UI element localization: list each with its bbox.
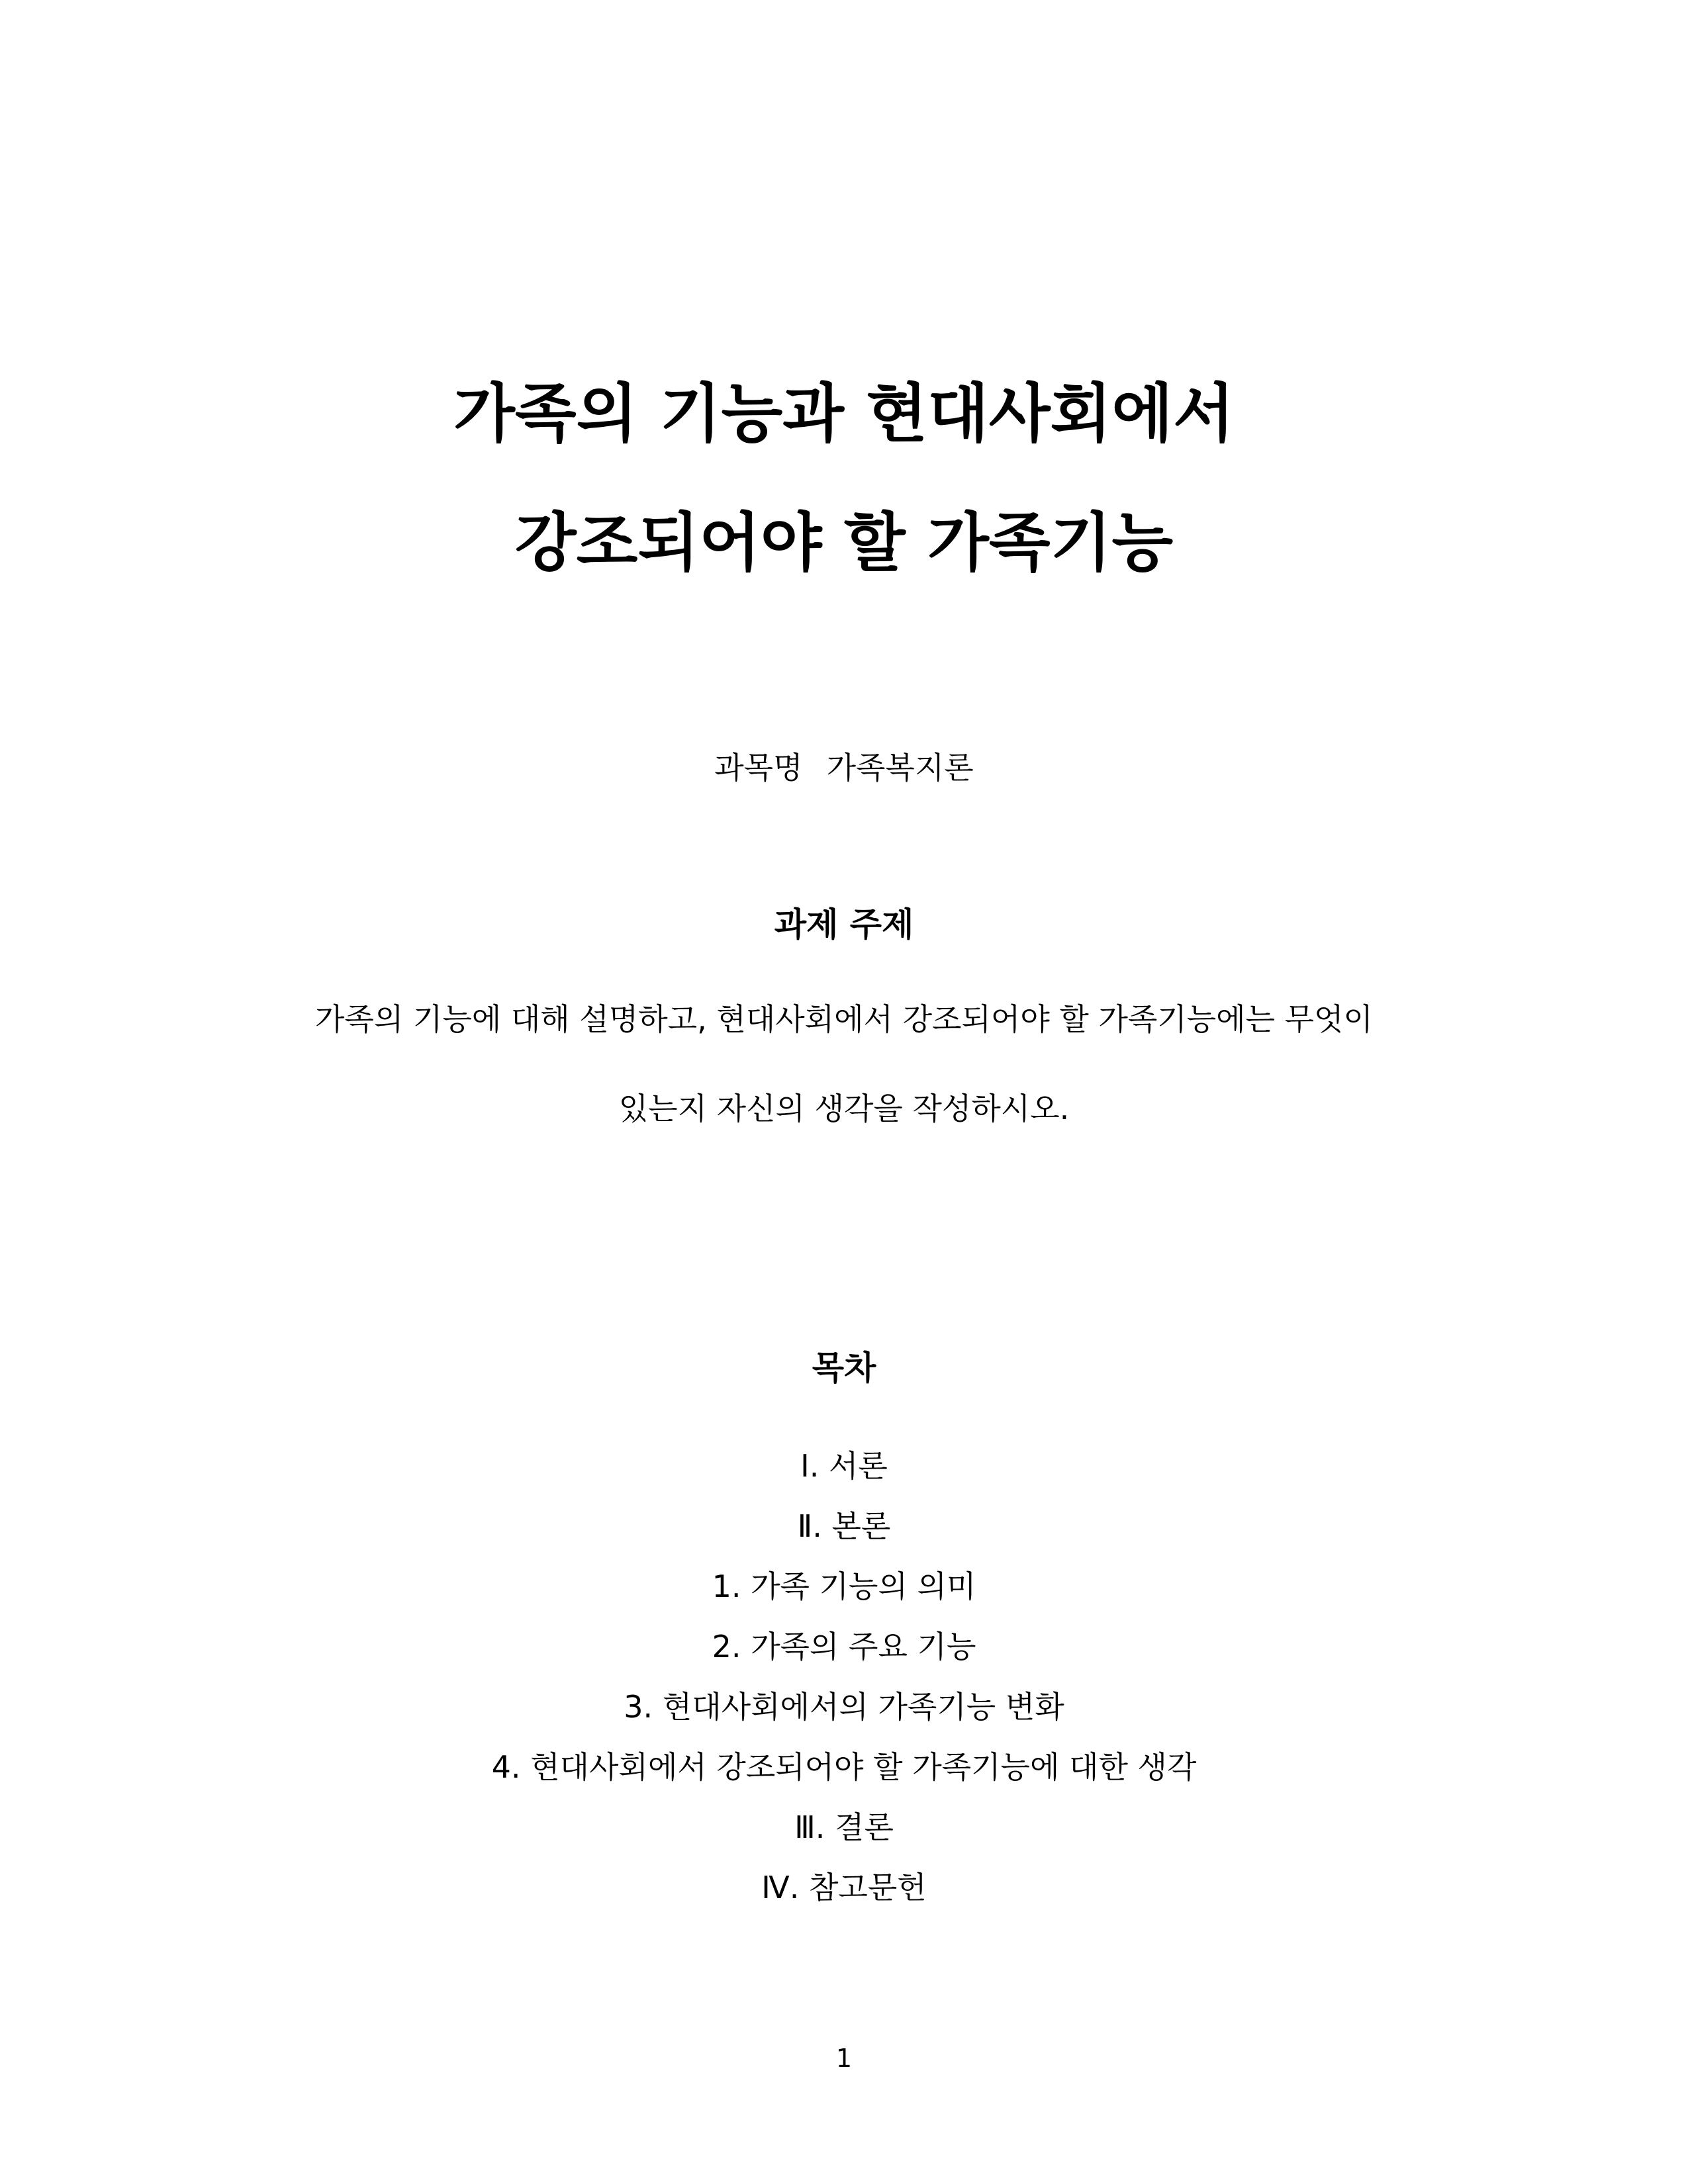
toc-heading: 목차 xyxy=(812,1349,876,1387)
toc-item-body-2: 2. 가족의 주요 기능 xyxy=(712,1629,976,1664)
toc-item-references: Ⅳ. 참고문헌 xyxy=(761,1870,927,1905)
toc-item-body-1: 1. 가족 기능의 의미 xyxy=(712,1569,976,1604)
toc-item-intro: Ⅰ. 서론 xyxy=(800,1448,888,1484)
topic-heading: 과제 주제 xyxy=(774,905,914,944)
course-info xyxy=(0,748,1688,788)
page-number: 1 xyxy=(835,2044,853,2073)
course-label: 과목명 xyxy=(714,750,803,786)
toc-item-conclusion: Ⅲ. 결론 xyxy=(794,1809,894,1845)
title-line-1: 가족의 기능과 현대사회에서 xyxy=(453,377,1235,451)
topic-text-line-1: 가족의 기능에 대해 설명하고, 현대사회에서 강조되어야 할 가족기능에는 무엇이 xyxy=(315,1001,1373,1037)
toc-item-body-3: 3. 현대사회에서의 가족기능 변화 xyxy=(624,1689,1064,1725)
title-line-2: 강조되어야 할 가족기능 xyxy=(514,506,1174,580)
topic-text-line-2: 있는지 자신의 생각을 작성하시오. xyxy=(618,1091,1070,1126)
toc-item-body-4: 4. 현대사회에서 강조되어야 할 가족기능에 대한 생각 xyxy=(491,1749,1197,1785)
table-of-contents xyxy=(0,1436,1688,1918)
course-name: 가족복지론 xyxy=(826,750,974,786)
toc-item-body: Ⅱ. 본론 xyxy=(797,1508,891,1544)
